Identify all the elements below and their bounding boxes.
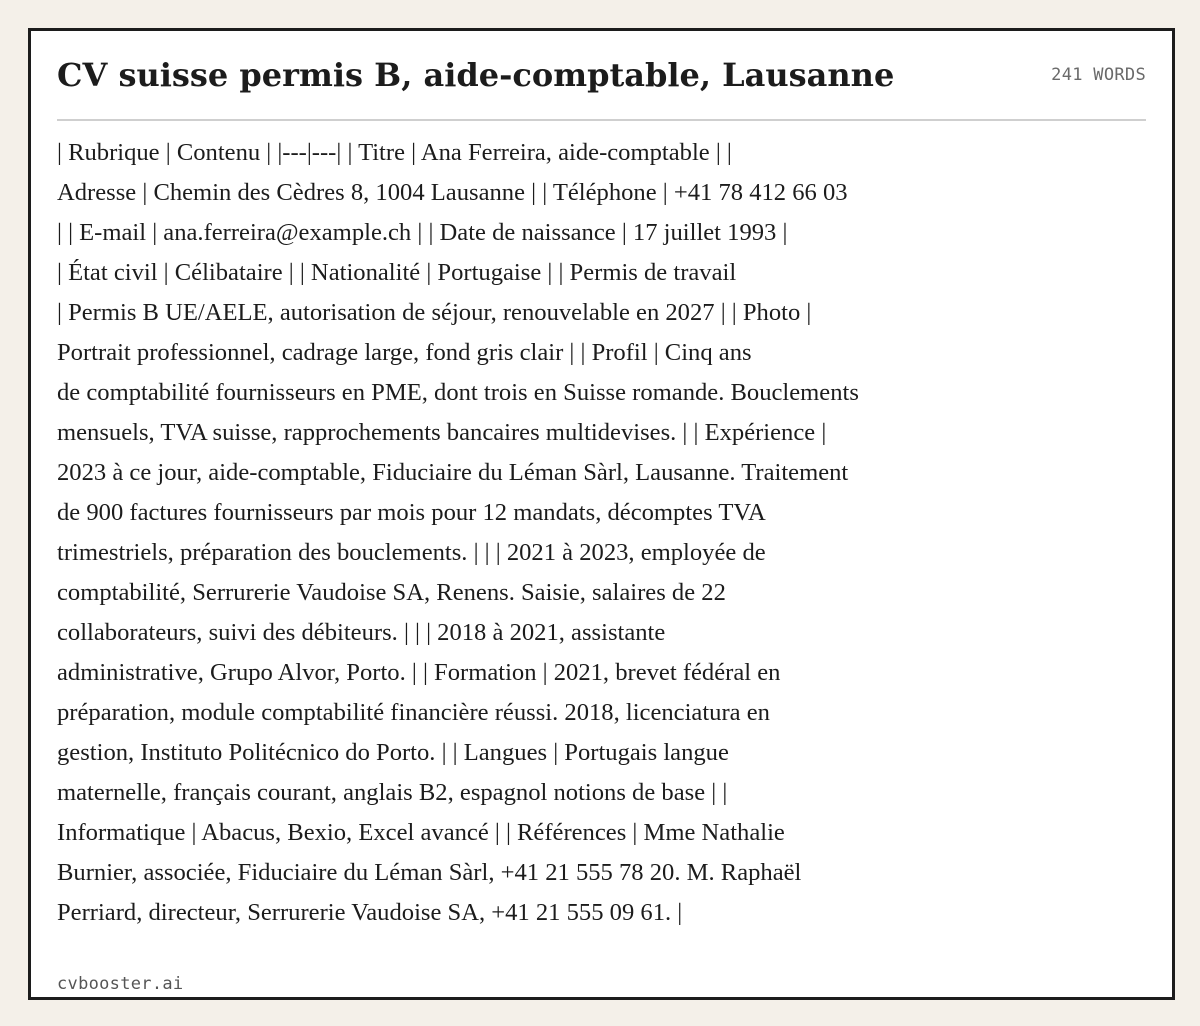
document-body	[57, 133, 1047, 933]
document-title: CV suisse permis B, aide-comptable, Lausanne	[57, 56, 895, 94]
body-line: | | E-mail | ana.ferreira@example.ch | | Date de naissance | 17 juillet 1993 |	[57, 219, 788, 246]
body-line: | État civil | Célibataire | | Nationalité | Portugaise | | Permis de travail	[57, 259, 737, 286]
word-count: 241 WORDS	[1051, 65, 1146, 85]
document-card	[28, 28, 1175, 1000]
body-line: Perriard, directeur, Serrurerie Vaudoise SA, +41 21 555 09 61. |	[57, 899, 683, 926]
body-line: de comptabilité fournisseurs en PME, dont trois en Suisse romande. Bouclements	[57, 379, 859, 406]
footer-brand: cvbooster.ai	[57, 974, 184, 994]
body-line: maternelle, français courant, anglais B2, espagnol notions de base | |	[57, 779, 728, 806]
document-header	[57, 53, 1146, 121]
body-line: préparation, module comptabilité financière réussi. 2018, licenciatura en	[57, 699, 770, 726]
body-line: Adresse | Chemin des Cèdres 8, 1004 Lausanne | | Téléphone | +41 78 412 66 03	[57, 179, 848, 206]
body-line: | Rubrique | Contenu | |---|---| | Titre | Ana Ferreira, aide-comptable | |	[57, 139, 732, 166]
body-line: comptabilité, Serrurerie Vaudoise SA, Renens. Saisie, salaires de 22	[57, 579, 726, 606]
body-line: Burnier, associée, Fiduciaire du Léman Sàrl, +41 21 555 78 20. M. Raphaël	[57, 859, 802, 886]
body-line: collaborateurs, suivi des débiteurs. | | | 2018 à 2021, assistante	[57, 619, 666, 646]
body-line: administrative, Grupo Alvor, Porto. | | Formation | 2021, brevet fédéral en	[57, 659, 781, 686]
body-line: | Permis B UE/AELE, autorisation de séjour, renouvelable en 2027 | | Photo |	[57, 299, 812, 326]
body-line: trimestriels, préparation des bouclements. | | | 2021 à 2023, employée de	[57, 539, 766, 566]
body-line: 2023 à ce jour, aide-comptable, Fiduciaire du Léman Sàrl, Lausanne. Traitement	[57, 459, 849, 486]
body-line: Informatique | Abacus, Bexio, Excel avancé | | Références | Mme Nathalie	[57, 819, 785, 846]
body-line: gestion, Instituto Politécnico do Porto. | | Langues | Portugais langue	[57, 739, 729, 766]
body-line: Portrait professionnel, cadrage large, fond gris clair | | Profil | Cinq ans	[57, 339, 752, 366]
body-line: de 900 factures fournisseurs par mois pour 12 mandats, décomptes TVA	[57, 499, 766, 526]
body-line: mensuels, TVA suisse, rapprochements bancaires multidevises. | | Expérience |	[57, 419, 827, 446]
